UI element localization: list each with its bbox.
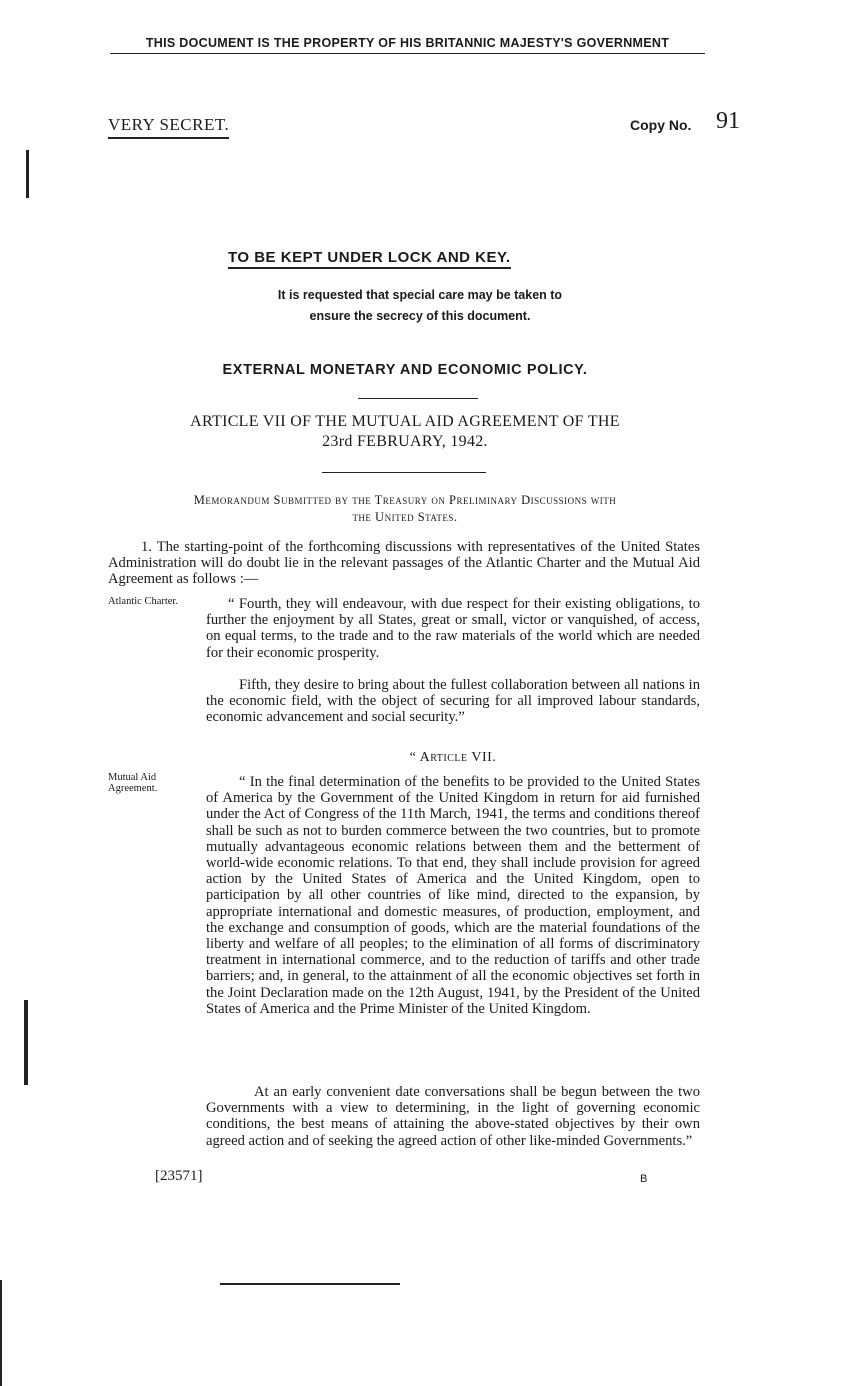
article-vii-heading: “ Article VII. bbox=[409, 750, 497, 765]
title-rule-top bbox=[358, 398, 478, 399]
margin-note-atlantic-charter: Atlantic Charter. bbox=[108, 596, 178, 607]
article-vii-text-2: At an early convenient date conversations shall be begun between the two Governments with a view to determining, in the light of governing economic conditions, the best means of attaining the above-stated objectives by their own agreed action and of seeking the agreed action of other like-minded Governments.” bbox=[206, 1084, 700, 1149]
memo-title-line-1: Memorandum Submitted by the Treasury on Preliminary Discussions with bbox=[193, 493, 617, 507]
charter-fifth: Fifth, they desire to bring about the fullest collaboration between all nations in the economic field, with the object of securing for all improved labour standards, economic advancement and social security.” bbox=[206, 677, 700, 726]
lock-key-heading: TO BE KEPT UNDER LOCK AND KEY. bbox=[228, 249, 511, 269]
title-rule-bottom bbox=[322, 472, 486, 473]
article-vii-text: “ In the final determination of the benefits to be provided to the United States of America by the Government of the United Kingdom in return for aid furnished under the Act of Congress of the 11th March, 1941, the terms and conditions thereof shall be such as not to burden commerce between the two countries, but to promote mutually advantageous economic relations between them and the betterment of world-wide economic relations. To that end, they shall include provision for agreed action by the United States of America and the United Kingdom, open to participation by all other countries of like mind, directed to the expansion, by appropriate international and domestic measures, of production, employment, and the exchange and consumption of goods, which are the material foundations of the liberty and welfare of all peoples; to the elimination of all forms of discriminatory treatment in international commerce, and to the reduction of tariffs and other trade barriers; and, in general, to the attainment of all the economic objectives set forth in the Joint Declaration made on the 12th August, 1941, by the President of the United States of America and the Prime Minister of the United Kingdom. bbox=[206, 774, 700, 1017]
reference-number: [23571] bbox=[155, 1168, 203, 1184]
copy-number: 91 bbox=[716, 108, 740, 134]
memo-title-line-2: the United States. bbox=[352, 510, 458, 524]
classification-label: VERY SECRET. bbox=[108, 115, 229, 139]
charter-fourth: “ Fourth, they will endeavour, with due respect for their existing obligations, to further the enjoyment by all States, great or small, victor or vanquished, of access, on equal terms, to the trade and to the raw materials of the world which are needed for their economic prosperity. bbox=[206, 596, 700, 661]
article-title-line-2: 23rd FEBRUARY, 1942. bbox=[322, 433, 488, 450]
page-letter: B bbox=[640, 1173, 648, 1185]
main-title: EXTERNAL MONETARY AND ECONOMIC POLICY. bbox=[222, 362, 588, 378]
scan-mark-bottom-edge bbox=[0, 1280, 2, 1386]
scan-mark-left-bottom bbox=[24, 1000, 28, 1085]
scan-mark-bottom-rule bbox=[220, 1283, 400, 1285]
property-notice: THIS DOCUMENT IS THE PROPERTY OF HIS BRITANNIC MAJESTY'S GOVERNMENT bbox=[110, 36, 705, 54]
care-note bbox=[230, 285, 610, 327]
paragraph-1: 1. The starting-point of the forthcoming discussions with representatives of the United States Administration will do doubt lie in the relevant passages of the Atlantic Charter and the Mutual Aid Agreement as follows :— bbox=[108, 539, 700, 588]
article-title bbox=[130, 412, 680, 452]
copy-label: Copy No. bbox=[630, 117, 692, 133]
margin-note-mutual-aid: Mutual Aid Agreement. bbox=[108, 772, 158, 794]
care-note-line-1: It is requested that special care may be taken to bbox=[277, 288, 563, 302]
scan-mark-left-top bbox=[26, 150, 29, 198]
article-title-line-1: ARTICLE VII OF THE MUTUAL AID AGREEMENT OF THE bbox=[190, 413, 620, 430]
care-note-line-2: ensure the secrecy of this document. bbox=[309, 309, 531, 323]
memo-title bbox=[105, 492, 705, 526]
